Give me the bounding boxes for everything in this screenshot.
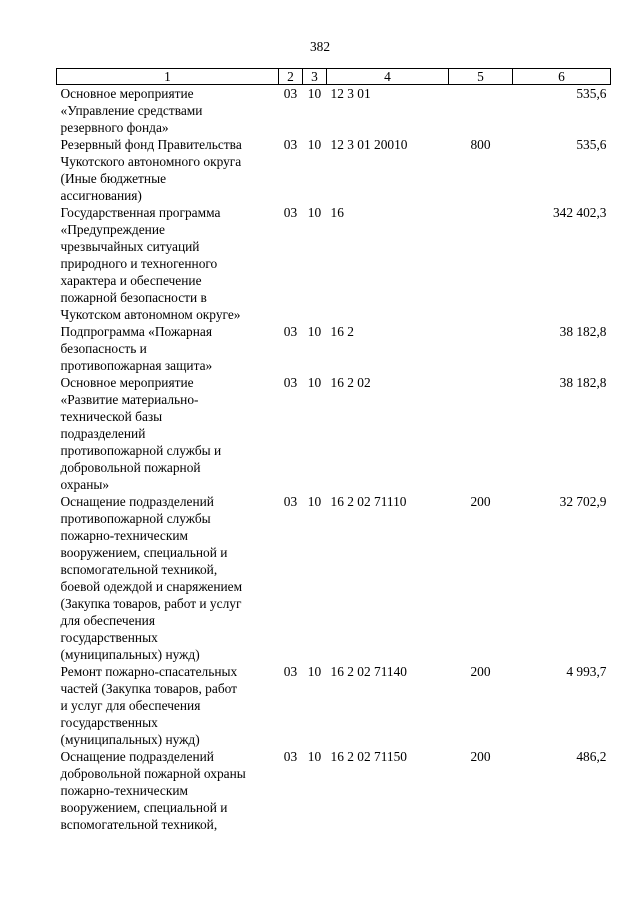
table-row [57,493,611,663]
row-name-line: Основное мероприятие [60,86,194,101]
row-amount: 486,2 [576,749,607,764]
row-subsection: 10 [307,375,322,390]
row-section: 03 [283,749,298,764]
table-row [57,323,611,374]
row-name [57,493,279,663]
row-expense-type: 200 [470,494,491,509]
row-name-line: Основное мероприятие [60,375,194,390]
table-row [57,204,611,323]
row-name-line: Ремонт пожарно-спасательных [60,664,238,679]
row-target-code: 16 2 02 71150 [330,749,407,764]
row-name [57,663,279,748]
row-name-line: вспомогательной техникой, [60,562,218,577]
table-row [57,663,611,748]
row-name-line: пожарно-техническим [60,783,188,798]
header-col-1: 1 [57,69,279,85]
row-section: 03 [283,664,298,679]
row-name-line: пожарно-техническим [60,528,188,543]
row-section: 03 [283,205,298,220]
row-name [57,204,279,323]
row-name-line: «Предупреждение [60,222,165,237]
table-row [57,748,611,833]
row-target-code: 12 3 01 [330,86,371,101]
row-name-line: противопожарной службы [60,511,211,526]
header-col-6: 6 [513,69,611,85]
row-section: 03 [283,494,298,509]
row-subsection: 10 [307,664,322,679]
row-name-line: Оснащение подразделений [60,494,214,509]
row-name [57,85,279,137]
row-name-line: боевой одеждой и снаряжением [60,579,243,594]
budget-table [56,68,611,833]
row-name-line: для обеспечения [60,613,155,628]
row-name-line: пожарной безопасности в [60,290,207,305]
row-name [57,323,279,374]
row-expense-type: 800 [470,137,491,152]
table-row [57,85,611,137]
row-name-line: добровольной пожарной [60,460,201,475]
row-name-line: государственных [60,715,158,730]
row-name-line: (муниципальных) нужд) [60,732,200,747]
row-name-line: и услуг для обеспечения [60,698,201,713]
row-subsection: 10 [307,324,322,339]
row-name-line: технической базы [60,409,163,424]
table-body [57,85,611,834]
row-expense-type [449,204,513,323]
row-name-line: (Иные бюджетные [60,171,167,186]
row-name [57,748,279,833]
row-name-line: государственных [60,630,158,645]
row-amount: 4 993,7 [566,664,607,679]
header-col-3: 3 [303,69,327,85]
row-expense-type [449,374,513,493]
row-name-line: «Управление средствами [60,103,203,118]
row-name-line: ассигнования) [60,188,142,203]
row-target-code: 16 2 02 71110 [330,494,407,509]
row-name-line: безопасность и [60,341,147,356]
row-target-code: 16 2 02 [330,375,371,390]
row-target-code: 16 2 02 71140 [330,664,407,679]
row-expense-type: 200 [470,664,491,679]
row-target-code: 16 2 [330,324,354,339]
row-name-line: частей (Закупка товаров, работ [60,681,238,696]
row-amount: 38 182,8 [559,324,607,339]
row-target-code: 12 3 01 20010 [330,137,408,152]
table-row [57,136,611,204]
row-name-line: природного и техногенного [60,256,218,271]
row-name-line: Оснащение подразделений [60,749,214,764]
row-name-line: вспомогательной техникой, [60,817,218,832]
row-name-line: подразделений [60,426,146,441]
row-section: 03 [283,86,298,101]
row-name [57,374,279,493]
row-subsection: 10 [307,86,322,101]
row-name-line: вооружением, специальной и [60,800,228,815]
page-number: 382 [309,39,331,54]
row-amount: 38 182,8 [559,375,607,390]
row-subsection: 10 [307,205,322,220]
row-name-line: Чукотского автономного округа [60,154,242,169]
row-expense-type [449,85,513,137]
row-name-line: Чукотском автономном округе» [60,307,241,322]
row-name-line: Резервный фонд Правительства [60,137,242,152]
row-subsection: 10 [307,749,322,764]
row-expense-type [449,323,513,374]
header-col-5: 5 [449,69,513,85]
row-target-code: 16 [330,205,344,220]
row-name-line: резервного фонда» [60,120,169,135]
row-section: 03 [283,375,298,390]
row-amount: 535,6 [576,137,607,152]
header-col-4: 4 [327,69,449,85]
row-name-line: охраны» [60,477,110,492]
row-amount: 342 402,3 [552,205,607,220]
table-row [57,374,611,493]
header-col-2: 2 [279,69,303,85]
row-expense-type: 200 [470,749,491,764]
row-amount: 32 702,9 [559,494,607,509]
row-subsection: 10 [307,137,322,152]
row-section: 03 [283,137,298,152]
row-name-line: противопожарной службы и [60,443,222,458]
row-section: 03 [283,324,298,339]
row-name-line: (муниципальных) нужд) [60,647,200,662]
row-name-line: чрезвычайных ситуаций [60,239,200,254]
row-name-line: добровольной пожарной охраны [60,766,246,781]
row-name-line: Государственная программа [60,205,221,220]
row-name-line: «Развитие материально- [60,392,199,407]
row-amount: 535,6 [576,86,607,101]
row-name-line: противопожарная защита» [60,358,213,373]
row-name-line: характера и обеспечение [60,273,202,288]
table-header-row [57,69,611,85]
row-name [57,136,279,204]
row-name-line: (Закупка товаров, работ и услуг [60,596,242,611]
row-name-line: Подпрограмма «Пожарная [60,324,213,339]
row-name-line: вооружением, специальной и [60,545,228,560]
row-subsection: 10 [307,494,322,509]
